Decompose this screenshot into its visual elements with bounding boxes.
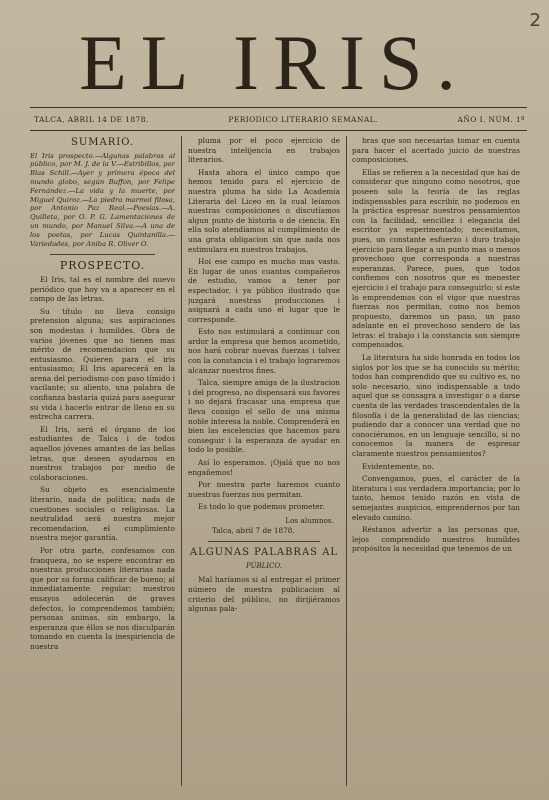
corner-mark: 2	[529, 10, 541, 31]
signature: Los alumnos.	[285, 515, 334, 525]
section-separator	[208, 541, 320, 542]
bottom-rule	[30, 130, 527, 131]
sumario-text: El Iris prospecto.—Algunas palabras al público, por M. J. de la V.—Estribillos, por Blas Schill.—Ayer y primera época del mundo globo, según Buffon, por Felipe Fernández.—La vida y la muerte, por Miguel Quiroz.—La piedra marmol filosa, por Antonio Paz Real.—Poesías.—A. Quilleta, por O. P. G. Lamentaciones de un mundo, por Manuel Silva.—A una de los poetas, por Lucas Quintanilla.—Variedades, por Aniba R. Oliver O.	[30, 151, 175, 248]
article-heading: ALGUNAS PALABRAS AL	[189, 547, 339, 559]
paragraph: Hasta ahora el único campo que hemos tenido para el ejercicio de nuestra pluma ha sido La Academia Literaria del Liceo en la cual leíamos nuestras composiciones o discutíamos algun punto de historia o de ciencia. En ella solo atendíamos al cumplimiento de una grata obligacion sin que nada nos estimulara en nuestros trabajos.	[188, 167, 340, 254]
paragraph: El Iris, tal es el nombre del nuevo periódico que hoy va a aparecer en el campo de las letras.	[30, 274, 175, 304]
prospecto-heading: PROSPECTO.	[59, 259, 146, 273]
masthead-title: EL IRIS.	[79, 19, 470, 106]
top-rule	[30, 107, 527, 108]
paragraph: Por otra parte, confesamos con franqueza, no se espere encontrar en nuestras producciones literarias nada que por su forma calificar de bueno; al inmediatamente regular; nuestros ensayos adolecerán de graves defectos, lo comprendemos también; personas animas, sin embargo, la esperanza que éllos se nos disculparán tomando en cuenta la inespiriencia de nuestra	[30, 545, 175, 651]
date-text: TALCA, ABRIL 14 DE 1878.	[34, 114, 149, 124]
paragraph: El Iris, será el órgano de los estudiantes de Talca i de todos aquellos jóvenes amantes de las bellas letras, que deseen ayudarnos en nuestros trabajos por medio de colaboraciones.	[30, 424, 175, 482]
paragraph: Es todo lo que podemos prometer.	[198, 502, 325, 512]
paragraph: Convengamos, pues, el carácter de la literatura i sus verdadera importancia; por lo tanto, hemos tenido razón en vista de semejantes auspicios, emprendernos por tan elevado camino.	[352, 474, 520, 522]
column-divider	[346, 136, 347, 786]
paragraph: Ellas se refieren a la necesidad que hai de considerar que ninguno como nosotros, que poseen solo la teoría de las reglas indispensables para escribir, no podemos en la práctica espresar nuestros pensamientos con la facilidad, sencillez i elegancia del escritor ya esperimentado; necesitamos, pues, un constante esfuerzo i duro trabajo ejercicio para llegar a un punto mas o menos provechoso que corresponda a nuestras esperanzas. Parece, pues, que todos confiemos con nosotros que es menester ejercicio i el trabajo para conseguirlo; si este lo emprendemos con el vigor que nuestras fuerzas nos permitan, como nos hemos propuesto, daremos un paso, un paso adelante en el provechoso sendero de las letras: el trabajo i la constancia son siempre compensados.	[352, 167, 520, 350]
paragraph: Mal haríamos si al entregar el primer número de nuestra publicacion al criterio del público, no dirijiéramos algunas pala-	[188, 575, 340, 614]
place-date: Talca, abril 7 de 1878.	[212, 525, 295, 535]
section-separator	[50, 254, 155, 255]
paragraph: bras que son necesarias tomar en cuenta para hacer el acertado juicio de nuestras composiciones.	[352, 136, 520, 165]
dateline	[34, 112, 525, 126]
column-2	[188, 136, 340, 786]
sumario-heading: SUMARIO.	[70, 137, 134, 148]
paragraph: Esto nos estimulará a continuar con ardor la empresa que hemos acometido, nos hará cobrar nuevas fuerzas i talvez con la constancia i el trabajo lograremos alcanzar nuestros fines.	[188, 327, 340, 375]
paragraph: Su objeto es esencialmente literario, nada de política; nada de cuestiones sociales o religiosas. La neutralidad será nuestra mejor recomendacion, el cumplimiento nuestra mejor garantía.	[30, 485, 175, 543]
paragraph: Réstanos advertir a las personas que, lejos comprendido nuestros humildes propósitos la necesidad que tenemos de un	[352, 525, 520, 554]
article-subheading: PÚBLICO.	[246, 561, 282, 570]
column-divider	[181, 136, 182, 786]
paragraph: Por nuestra parte haremos cuanto nuestras fuerzas nos permitan.	[188, 480, 340, 499]
paragraph: Su título no lleva consigo pretension alguna; sus aspiraciones son modestas i humildes. Obra de varios jóvenes que no tienen mas mérito de recomendacion que su entusiasmo. Quieren para el iris entusiasmo; El Iris aparecerá en la arena del periodismo con paso tímido i vacilante; su aliento, una palabra de confianza bastaría quizá para asegurar su vida i hacerlo entrar de lleno en su estrecha carrera.	[30, 306, 175, 422]
paragraph: Evidentemente, no.	[362, 461, 434, 471]
column-3	[352, 136, 520, 786]
paragraph: pluma por el poco ejercicio de nuestra intelijencia en trabajos literarios.	[188, 136, 340, 165]
paragraph: Talca, siempre amiga de la ilustracion i del progreso, no dispensará sus favores i no dejará fracasar una empresa que lleva consigo el sello de una misma noble interesa la noble. Comprenderá en bien las escelencias que hacemos para conseguir i la esperanza de ayudar en todo lo posible.	[188, 378, 340, 455]
paragraph: Así lo esperamos. ¡Ojalá que no nos engañemos!	[188, 458, 340, 477]
paragraph: Hoi ese campo es mucho mas vasto. En lugar de unos cuantos compañeros de estudio, vamos a tener por espectador, i ya público ilustrado que juzgará nuestras producciones i asignará a cada uno el lugar que le corresponde.	[188, 257, 340, 324]
issue-number: AÑO I. NÚM. 1º	[457, 114, 525, 124]
periodical-subtitle: PERIODICO LITERARIO SEMANAL.	[228, 114, 378, 124]
paragraph: La literatura ha sido honrada en todos los siglos por los que se ha conocido su mérito; todos han comprendido que su cultivo es, no solo necesario, sino indispensable a todo aquel que se consagra a investigar o a darse cuenta de las verdades trascendentales de la filosofía i de la generalidad de las ciencias; pudiendo dar a conocer una verdad que no conociéramos, en un lenguaje sencillo, si no conocemos la manera de espresar claramente nuestros pensamientos?	[352, 353, 520, 458]
column-1	[30, 136, 175, 786]
